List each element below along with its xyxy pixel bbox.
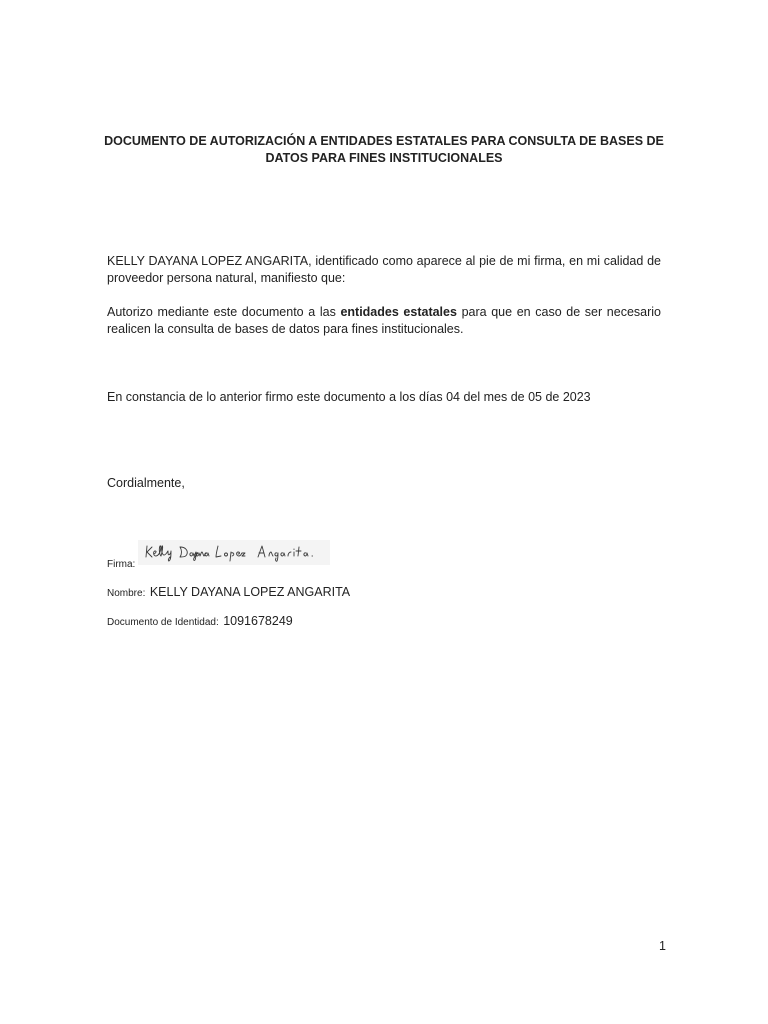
handwritten-signature: [138, 540, 330, 565]
closing-text: Cordialmente,: [107, 476, 185, 490]
signature-scribble: [138, 540, 330, 565]
authorization-paragraph: [107, 304, 661, 338]
signature-label: Firma:: [107, 559, 136, 570]
authorization-text-end: para que en caso de ser necesario realicen la consulta de bases de datos para fines institucionales.: [107, 305, 661, 336]
authorization-text-start: Autorizo mediante este documento a las: [107, 305, 341, 319]
id-document-value: 1091678249: [223, 614, 293, 628]
name-value: KELLY DAYANA LOPEZ ANGARITA: [149, 585, 351, 599]
attestation-paragraph: En constancia de lo anterior firmo este documento a los días 04 del mes de 05 de 2023: [107, 390, 591, 404]
declaration-paragraph: KELLY DAYANA LOPEZ ANGARITA, identificado como aparece al pie de mi firma, en mi calidad de proveedor persona natural, manifiesto que:: [107, 254, 661, 285]
name-label: Nombre:: [107, 588, 146, 599]
name-field: [107, 583, 350, 601]
document-title: DOCUMENTO DE AUTORIZACIÓN A ENTIDADES ESTATALES PARA CONSULTA DE BASES DE DATOS PARA FINES INSTITUCIONALES: [104, 134, 664, 165]
authorization-bold-entities: entidades estatales: [340, 305, 457, 319]
signature-field: [107, 554, 135, 572]
id-document-label: Documento de Identidad:: [107, 617, 219, 628]
id-document-field: [107, 612, 293, 630]
page-number: 1: [659, 939, 666, 953]
